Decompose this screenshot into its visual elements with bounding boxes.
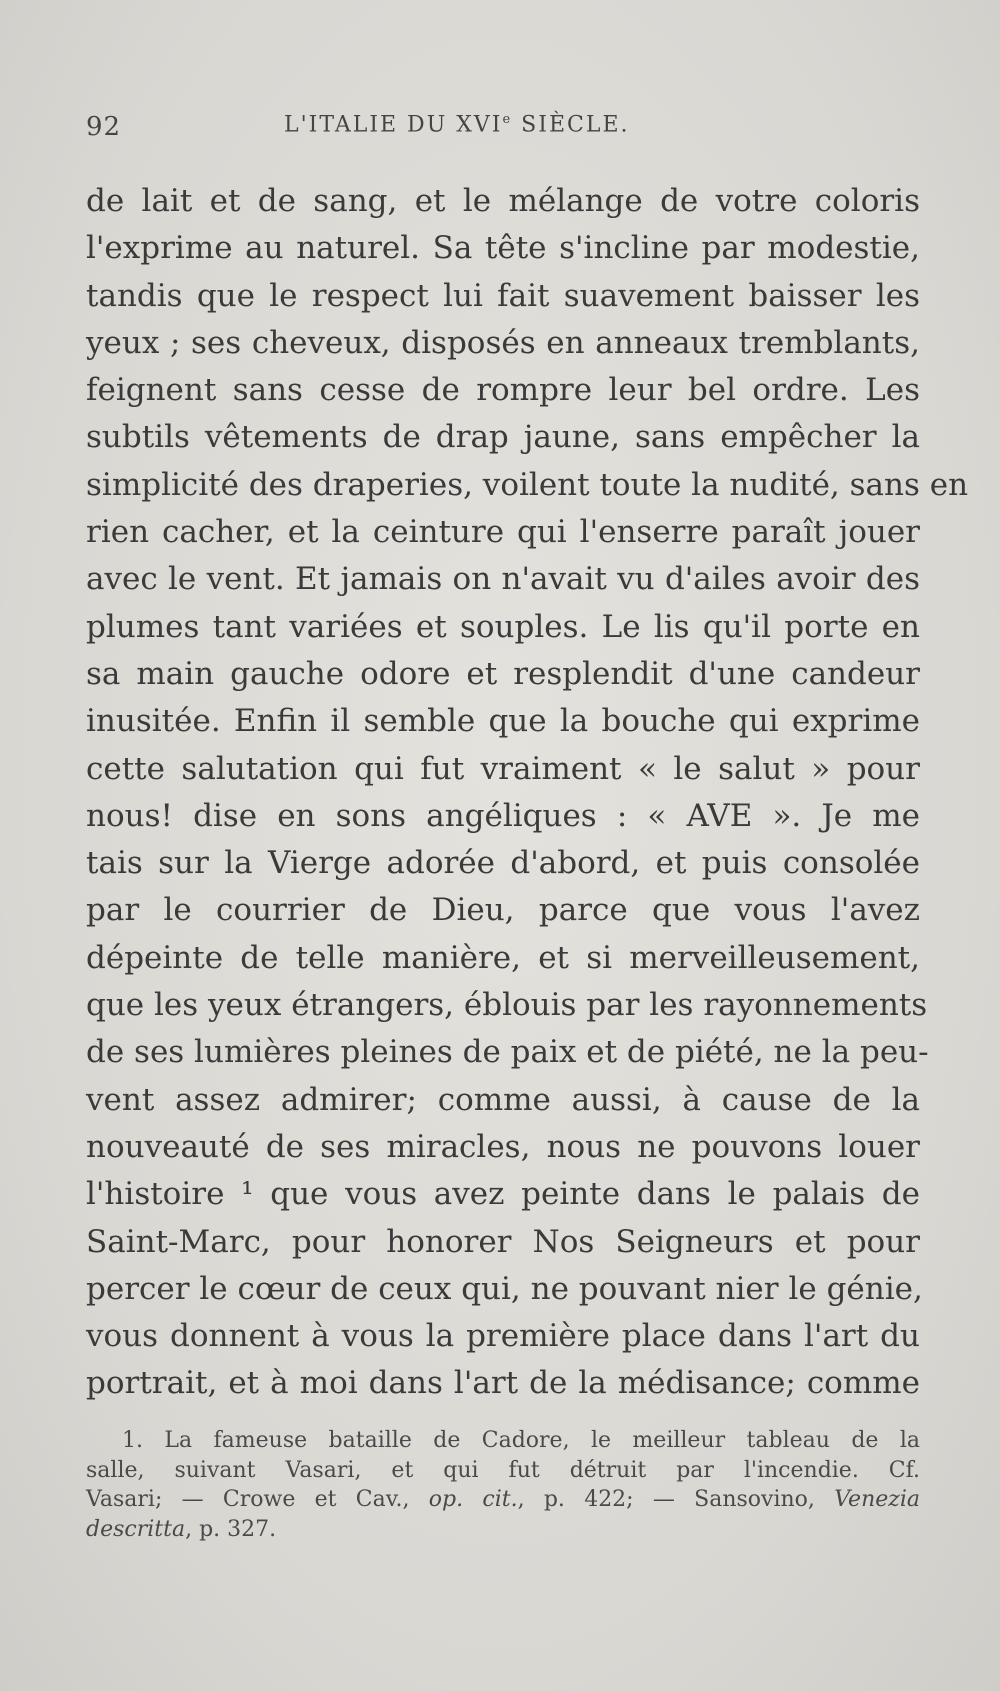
text-line: tandis que le respect lui fait suavement baisser les	[86, 277, 920, 314]
text-line: nouveauté de ses miracles, nous ne pouvons louer	[86, 1128, 920, 1165]
text-line: rien cacher, et la ceinture qui l'enserre paraît jouer	[86, 514, 920, 551]
text-line: de lait et de sang, et le mélange de votre coloris	[86, 183, 920, 219]
text-line: l'histoire ¹ que vous avez peinte dans le palais de	[86, 1176, 920, 1213]
running-title-end: SIÈCLE.	[512, 112, 630, 138]
page-header	[86, 112, 920, 152]
footnote-text: , p. 327.	[185, 1516, 277, 1542]
footnote-italic: descritta	[86, 1516, 186, 1542]
footnote-line: 1. La fameuse bataille de Cadore, le meilleur tableau de la	[122, 1428, 920, 1453]
text-line: simplicité des draperies, voilent toute la nudité, sans en	[86, 466, 969, 503]
footnote-line: salle, suivant Vasari, et qui fut détruit par l'incendie. Cf.	[86, 1457, 920, 1483]
footnote	[86, 1426, 920, 1544]
text-line: inusitée. Enfin il semble que la bouche qui exprime	[86, 703, 920, 740]
footnote-text: Vasari; — Crowe et Cav.,	[86, 1487, 429, 1512]
running-title	[284, 112, 630, 137]
text-line: portrait, et à moi dans l'art de la médisance; comme	[86, 1365, 920, 1402]
text-line: l'exprime au naturel. Sa tête s'incline par modestie,	[86, 230, 920, 267]
text-line: vous donnent à vous la première place dans l'art du	[86, 1318, 920, 1355]
footnote-text: , p. 422; — Sansovino,	[517, 1487, 835, 1512]
text-line: cette salutation qui fut vraiment « le salut » pour	[86, 750, 920, 787]
footnote-line	[86, 1485, 920, 1515]
footnote-italic: Venezia	[834, 1487, 921, 1512]
body-text	[86, 178, 969, 1408]
running-title-sup: e	[502, 112, 513, 127]
text-line: plumes tant variées et souples. Le lis qu'il porte en	[86, 608, 920, 645]
text-line: Saint-Marc, pour honorer Nos Seigneurs et pour	[86, 1223, 920, 1260]
text-line: yeux ; ses cheveux, disposés en anneaux tremblants,	[86, 324, 920, 361]
footnote-line	[86, 1515, 920, 1545]
text-line: sa main gauche odore et resplendit d'une candeur	[86, 655, 920, 692]
page-number: 92	[86, 112, 122, 142]
running-title-main: L'ITALIE DU XVI	[284, 112, 503, 138]
text-line: que les yeux étrangers, éblouis par les rayonnements	[86, 987, 928, 1024]
text-line: de ses lumières pleines de paix et de piété, ne la peu-	[86, 1034, 929, 1071]
text-line: subtils vêtements de drap jaune, sans empêcher la	[86, 419, 920, 456]
text-line: tais sur la Vierge adorée d'abord, et puis consolée	[86, 845, 920, 882]
text-line: par le courrier de Dieu, parce que vous l'avez	[86, 892, 920, 929]
text-line: percer le cœur de ceux qui, ne pouvant nier le génie,	[86, 1270, 923, 1307]
text-line: feignent sans cesse de rompre leur bel ordre. Les	[86, 372, 920, 409]
text-line: dépeinte de telle manière, et si merveilleusement,	[86, 939, 920, 976]
text-line: vent assez admirer; comme aussi, à cause de la	[86, 1081, 920, 1118]
text-line: nous! dise en sons angéliques : « AVE ». Je me	[86, 797, 920, 834]
footnote-italic: op. cit.	[428, 1487, 518, 1512]
text-line: avec le vent. Et jamais on n'avait vu d'ailes avoir des	[86, 561, 920, 598]
